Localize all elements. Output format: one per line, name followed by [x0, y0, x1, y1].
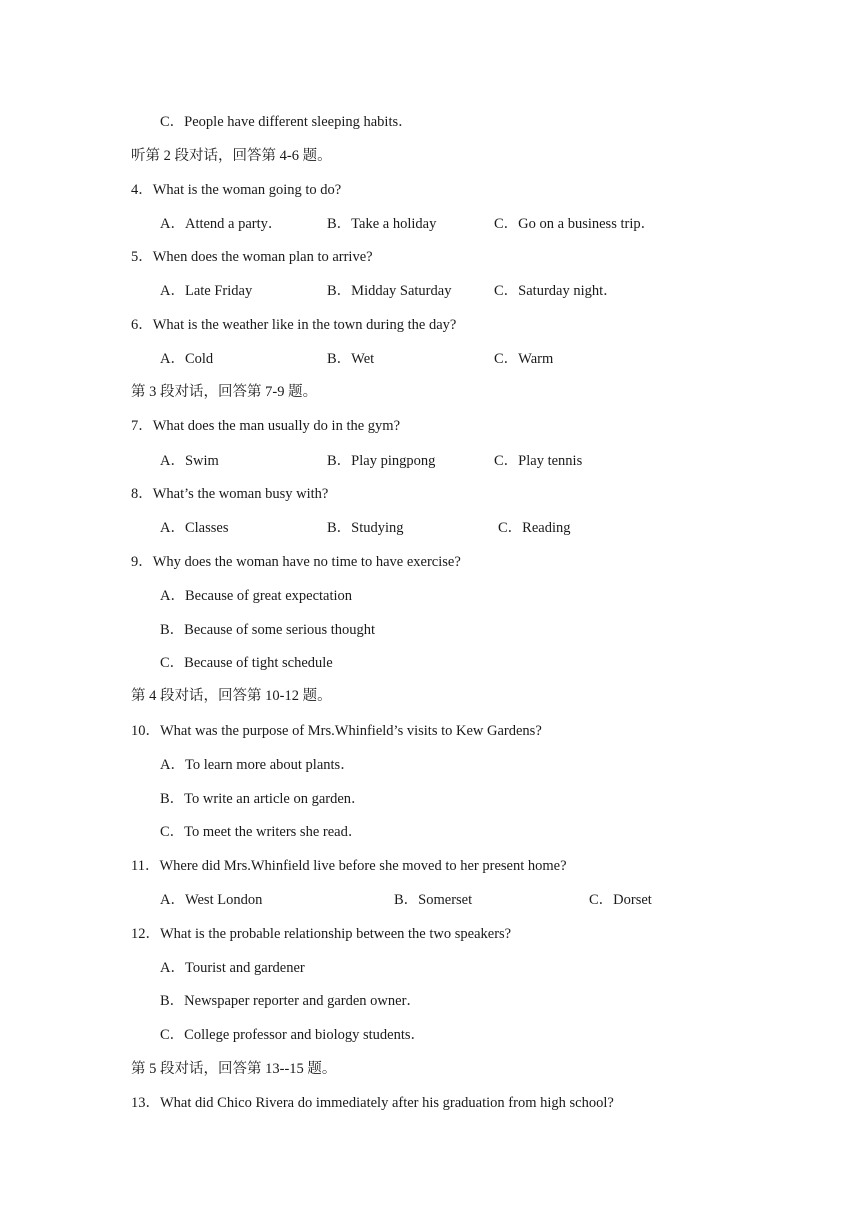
- option-8c: C．Reading: [498, 520, 571, 536]
- question-7: 7．What does the man usually do in the gym?: [131, 418, 401, 434]
- option-7c: C．Play tennis: [494, 453, 583, 469]
- option-6b: B．Wet: [327, 351, 375, 367]
- option-12a: A．Tourist and gardener: [160, 960, 305, 976]
- option-10c: C．To meet the writers she read．: [160, 824, 363, 840]
- option-9c: C．Because of tight schedule: [160, 655, 333, 671]
- option-5c: C．Saturday night．: [494, 283, 618, 299]
- option-9a: A．Because of great expectation: [160, 588, 353, 604]
- option-9b: B．Because of some serious thought: [160, 622, 376, 638]
- option-4a: A．Attend a party．: [160, 216, 283, 232]
- option-4b: B．Take a holiday: [327, 216, 437, 232]
- section-heading-3: 第 3 段对话，回答第 7-9 题。: [131, 384, 318, 400]
- option-11a: A．West London: [160, 892, 263, 908]
- option-12c: C．College professor and biology students．: [160, 1027, 426, 1043]
- option-11b: B．Somerset: [394, 892, 473, 908]
- option-6a: A．Cold: [160, 351, 214, 367]
- option-7a: A．Swim: [160, 453, 219, 469]
- question-4: 4．What is the woman going to do?: [131, 182, 342, 198]
- question-13: 13．What did Chico Rivera do immediately after his graduation from high school?: [131, 1095, 614, 1111]
- option-10a: A．To learn more about plants．: [160, 757, 355, 773]
- option-12b: B．Newspaper reporter and garden owner．: [160, 993, 421, 1009]
- option-10b: B．To write an article on garden．: [160, 791, 366, 807]
- option-4c: C．Go on a business trip．: [494, 216, 656, 232]
- section-heading-2: 听第 2 段对话，回答第 4-6 题。: [131, 148, 332, 164]
- option-11c: C．Dorset: [589, 892, 652, 908]
- question-9: 9．Why does the woman have no time to have exercise?: [131, 554, 461, 570]
- option-8b: B．Studying: [327, 520, 404, 536]
- option-5a: A．Late Friday: [160, 283, 253, 299]
- question-12: 12．What is the probable relationship between the two speakers?: [131, 926, 512, 942]
- question-10: 10．What was the purpose of Mrs.Whinfield’s visits to Kew Gardens?: [131, 723, 542, 739]
- option-6c: C．Warm: [494, 351, 554, 367]
- option-3c: C．People have different sleeping habits．: [160, 114, 413, 130]
- question-11: 11．Where did Mrs.Whinfield live before she moved to her present home?: [131, 858, 567, 874]
- option-8a: A．Classes: [160, 520, 229, 536]
- section-heading-4: 第 4 段对话，回答第 10-12 题。: [131, 688, 332, 704]
- question-8: 8．What’s the woman busy with?: [131, 486, 329, 502]
- section-heading-5: 第 5 段对话，回答第 13--15 题。: [131, 1061, 337, 1077]
- question-5: 5．When does the woman plan to arrive?: [131, 249, 373, 265]
- option-5b: B．Midday Saturday: [327, 283, 452, 299]
- question-6: 6．What is the weather like in the town during the day?: [131, 317, 457, 333]
- option-7b: B．Play pingpong: [327, 453, 436, 469]
